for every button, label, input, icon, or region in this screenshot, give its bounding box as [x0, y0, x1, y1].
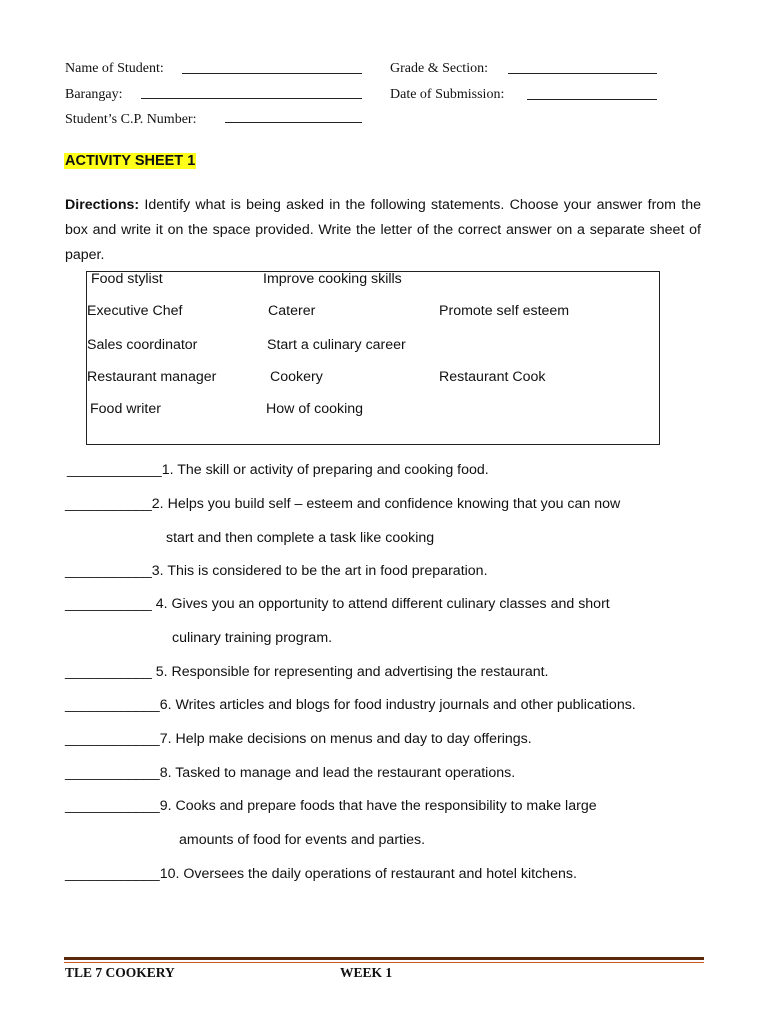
question-item: [65, 664, 549, 680]
activity-sheet-title: ACTIVITY SHEET 1: [65, 153, 196, 169]
choice-item: Improve cooking skills: [263, 271, 402, 287]
answer-blank[interactable]: ___________: [65, 563, 152, 579]
footer-subject: TLE 7 COOKERY: [65, 965, 175, 980]
choice-item: Sales coordinator: [87, 337, 198, 353]
question-text: 1. The skill or activity of preparing and cooking food.: [161, 462, 489, 478]
choice-item: Food stylist: [91, 271, 163, 287]
answer-blank[interactable]: ____________: [67, 462, 162, 478]
question-text: 8. Tasked to manage and lead the restaurant operations.: [159, 765, 516, 781]
question-item: [65, 596, 610, 612]
choice-item: Promote self esteem: [439, 303, 570, 319]
choice-item: Food writer: [90, 401, 161, 417]
question-item: [65, 563, 488, 579]
question-item: [65, 697, 636, 713]
barangay-field[interactable]: [141, 98, 362, 99]
answer-blank[interactable]: ____________: [65, 697, 160, 713]
question-item: [67, 462, 489, 478]
question-continuation: amounts of food for events and parties.: [179, 832, 426, 848]
question-item: [65, 731, 532, 747]
cp-number-label: Student’s C.P. Number:: [65, 112, 197, 127]
question-item: [65, 798, 597, 814]
question-text: 3. This is considered to be the art in food preparation.: [151, 563, 488, 579]
footer-rule-thin: [64, 962, 704, 963]
barangay-label: Barangay:: [65, 87, 123, 102]
question-text: 7. Help make decisions on menus and day to day offerings.: [159, 731, 532, 747]
date-of-submission-field[interactable]: [527, 99, 657, 100]
name-of-student-label: Name of Student:: [65, 61, 164, 76]
grade-section-field[interactable]: [508, 73, 657, 74]
directions-text: Identify what is being asked in the following statements. Choose your answer from the box and write it on the space provided. Write the letter of the correct answer on a separate sheet of paper.: [65, 197, 701, 263]
question-text: 5. Responsible for representing and advertising the restaurant.: [151, 664, 549, 680]
answer-blank[interactable]: ____________: [65, 765, 160, 781]
answer-blank[interactable]: ____________: [65, 866, 160, 882]
choice-item: Executive Chef: [87, 303, 183, 319]
choice-item: How of cooking: [266, 401, 363, 417]
choice-item: Cookery: [270, 369, 323, 385]
question-text: 2. Helps you build self – esteem and confidence knowing that you can now: [151, 496, 621, 512]
choice-item: Restaurant manager: [87, 369, 217, 385]
cp-number-field[interactable]: [225, 122, 362, 123]
choice-item: Restaurant Cook: [439, 369, 546, 385]
answer-blank[interactable]: ____________: [65, 731, 160, 747]
question-item: [65, 866, 577, 882]
question-item: [65, 496, 620, 512]
question-text: 6. Writes articles and blogs for food industry journals and other publications.: [159, 697, 636, 713]
question-text: 10. Oversees the daily operations of restaurant and hotel kitchens.: [159, 866, 577, 882]
date-of-submission-label: Date of Submission:: [390, 87, 505, 102]
question-text: 4. Gives you an opportunity to attend different culinary classes and short: [151, 596, 610, 612]
choice-item: Caterer: [268, 303, 316, 319]
choice-item: Start a culinary career: [267, 337, 406, 353]
question-text: 9. Cooks and prepare foods that have the responsibility to make large: [159, 798, 597, 814]
footer-week: WEEK 1: [340, 965, 393, 980]
question-continuation: culinary training program.: [172, 630, 333, 646]
footer-rule-thick: [64, 957, 704, 960]
choices-box: [86, 271, 660, 445]
answer-blank[interactable]: ___________: [65, 664, 152, 680]
grade-section-label: Grade & Section:: [390, 61, 488, 76]
question-continuation: start and then complete a task like cooking: [166, 530, 435, 546]
answer-blank[interactable]: ___________: [65, 496, 152, 512]
question-item: [65, 765, 515, 781]
answer-blank[interactable]: ____________: [65, 798, 160, 814]
name-of-student-field[interactable]: [182, 73, 362, 74]
directions-label: Directions:: [65, 197, 140, 213]
answer-blank[interactable]: ___________: [65, 596, 152, 612]
directions-paragraph: [65, 193, 701, 268]
